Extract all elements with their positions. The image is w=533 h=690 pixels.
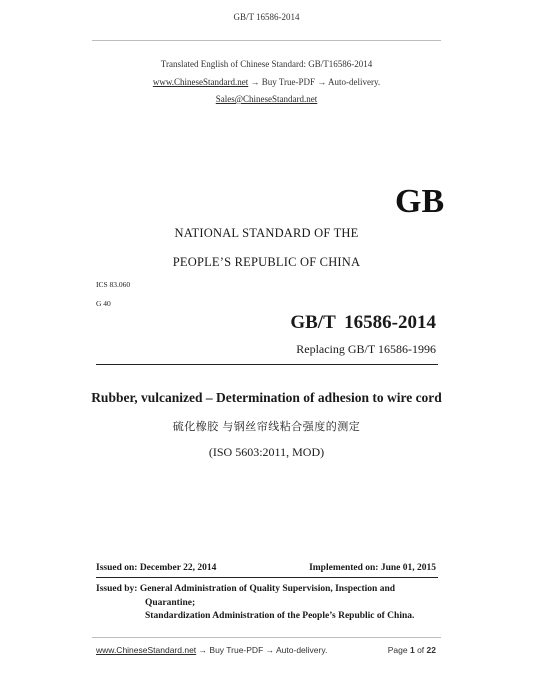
footer-site-link[interactable]: www.ChineseStandard.net bbox=[96, 645, 197, 655]
page-total: 22 bbox=[426, 645, 436, 655]
issued-date: Issued on: December 22, 2014 bbox=[96, 563, 217, 573]
issuer-line1: Issued by: General Administration of Quality Supervision, Inspection and bbox=[96, 584, 396, 594]
running-header: GB/T 16586-2014 bbox=[233, 12, 300, 22]
ccs-code: G 40 bbox=[96, 299, 111, 308]
document-title-zh: 硫化橡胶 与钢丝帘线粘合强度的测定 bbox=[172, 421, 361, 433]
dates-divider bbox=[96, 577, 438, 578]
footer-buy-text: → Buy True-PDF → Auto-delivery. bbox=[198, 645, 328, 655]
site-link[interactable]: www.ChineseStandard.net bbox=[152, 77, 249, 87]
national-standard-line2: PEOPLE’S REPUBLIC OF CHINA bbox=[172, 255, 361, 269]
email-link[interactable]: Sales@ChineseStandard.net bbox=[215, 94, 318, 104]
national-standard-line1: NATIONAL STANDARD OF THE bbox=[174, 226, 359, 240]
standard-number: GB/T 16586-2014 bbox=[290, 312, 436, 333]
issuer-line2: Quarantine; bbox=[145, 598, 196, 608]
footer-divider bbox=[92, 637, 441, 638]
footer-purchase-line bbox=[96, 645, 327, 655]
purchase-line bbox=[0, 77, 533, 87]
page-indicator bbox=[388, 645, 436, 655]
buy-text: → Buy True-PDF → Auto-delivery. bbox=[250, 77, 381, 87]
page-label: Page bbox=[387, 645, 408, 655]
translation-notice: Translated English of Chinese Standard: GB/T16586-2014 bbox=[160, 59, 373, 69]
page-of: of bbox=[417, 645, 425, 655]
implemented-date: Implemented on: June 01, 2015 bbox=[309, 563, 436, 573]
issuer-line3: Standardization Administration of the People’s Republic of China. bbox=[145, 611, 415, 621]
title-divider bbox=[96, 364, 438, 365]
document-title-en: Rubber, vulcanized – Determination of adhesion to wire cord bbox=[91, 390, 442, 405]
email-line bbox=[0, 94, 533, 104]
page-current: 1 bbox=[409, 645, 415, 655]
gb-mark: GB bbox=[395, 183, 445, 220]
iso-reference: (ISO 5603:2011, MOD) bbox=[208, 445, 325, 459]
header-divider bbox=[92, 40, 441, 41]
ics-code: ICS 83.060 bbox=[96, 280, 131, 289]
replacing-note: Replacing GB/T 16586-1996 bbox=[296, 342, 436, 356]
